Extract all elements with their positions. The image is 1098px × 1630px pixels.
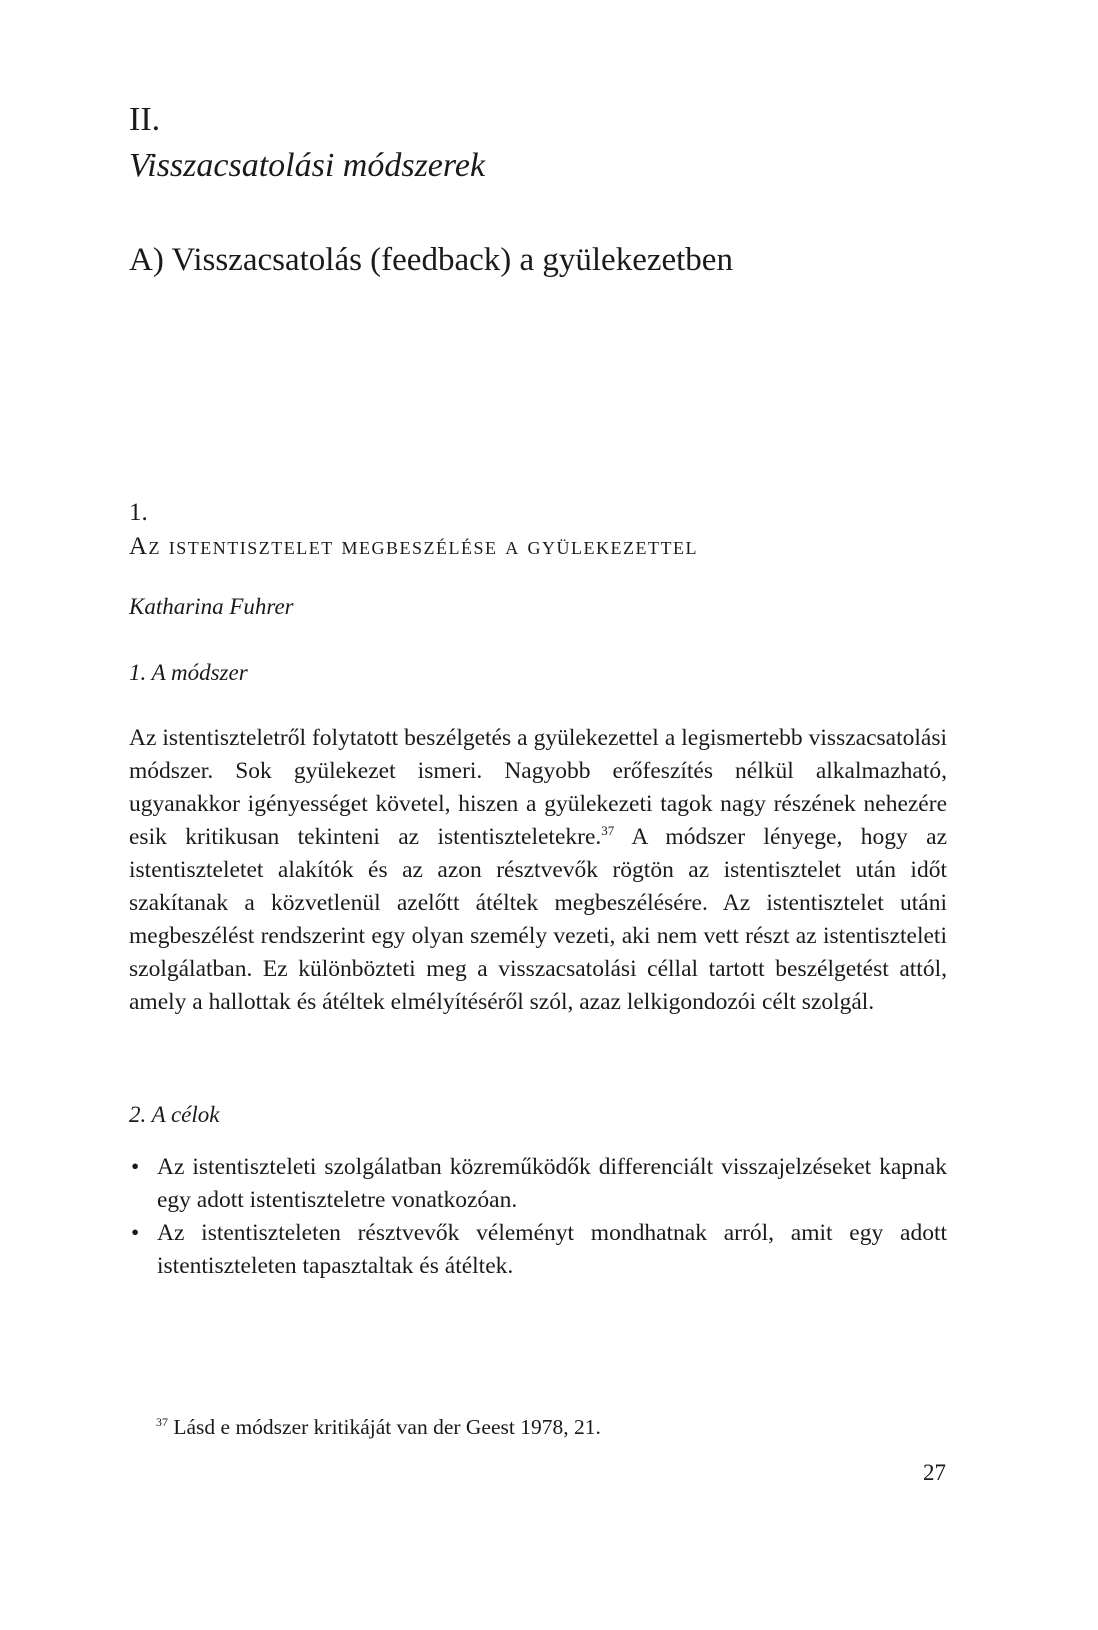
subsection-heading-method: 1. A módszer xyxy=(129,660,248,685)
list-item xyxy=(129,1217,947,1283)
footnote xyxy=(156,1413,601,1441)
bullet-icon: • xyxy=(131,1154,140,1180)
footnote-number: 37 xyxy=(156,1414,168,1429)
bullet-icon: • xyxy=(131,1220,140,1246)
body-paragraph xyxy=(129,722,947,1019)
goals-list xyxy=(129,1151,947,1283)
body-paragraph-part1: Az istentiszteletről folytatott beszélgetés a gyülekezettel a legismertebb visszacsatolási módszer. Sok gyülekezet ismeri. Nagyobb erőfeszítés nélkül alkalmazható, ugyanakkor igényességet követel, hiszen a gyülekezeti tagok nagy részének nehezére esik kritikusan tekinteni az istentiszteletekre. xyxy=(129,725,947,850)
chapter-author: Katharina Fuhrer xyxy=(129,594,294,619)
footnote-text: Lásd e módszer kritikáját van der Geest 1978, 21. xyxy=(168,1415,601,1439)
list-item-text: Az istentiszteleti szolgálatban közreműködők differenciált visszajelzéseket kapnak egy adott istentiszteletre vonatkozóan. xyxy=(157,1154,947,1213)
part-title: Visszacsatolási módszerek xyxy=(129,147,486,184)
list-item xyxy=(129,1151,947,1217)
subsection-heading-goals: 2. A célok xyxy=(129,1102,220,1127)
footnote-reference[interactable]: 37 xyxy=(601,823,615,839)
chapter-title: Az istentisztelet megbeszélése a gyülekezettel xyxy=(129,533,698,560)
chapter-number: 1. xyxy=(129,499,148,526)
part-number: II. xyxy=(129,101,161,138)
body-paragraph-part2: A módszer lényege, hogy az istentiszteletet alakítók és az azon résztvevők rögtön az istentisztelet után időt szakítanak a közvetlenül azelőtt átéltek megbeszélésére. Az istentisztelet utáni megbeszélést rendszerint egy olyan személy vezeti, aki nem vett részt az istentiszteleti szolgálatban. Ez különbözteti meg a visszacsatolási céllal tartott beszélgetést attól, amely a hallottak és átéltek elmélyítéséről szól, azaz lelkigondozói célt szolgál. xyxy=(129,824,947,1015)
list-item-text: Az istentiszteleten résztvevők véleményt mondhatnak arról, amit egy adott istentiszteleten tapasztaltak és átéltek. xyxy=(157,1220,947,1279)
page-number: 27 xyxy=(923,1460,946,1485)
section-title: A) Visszacsatolás (feedback) a gyülekezetben xyxy=(129,242,733,278)
